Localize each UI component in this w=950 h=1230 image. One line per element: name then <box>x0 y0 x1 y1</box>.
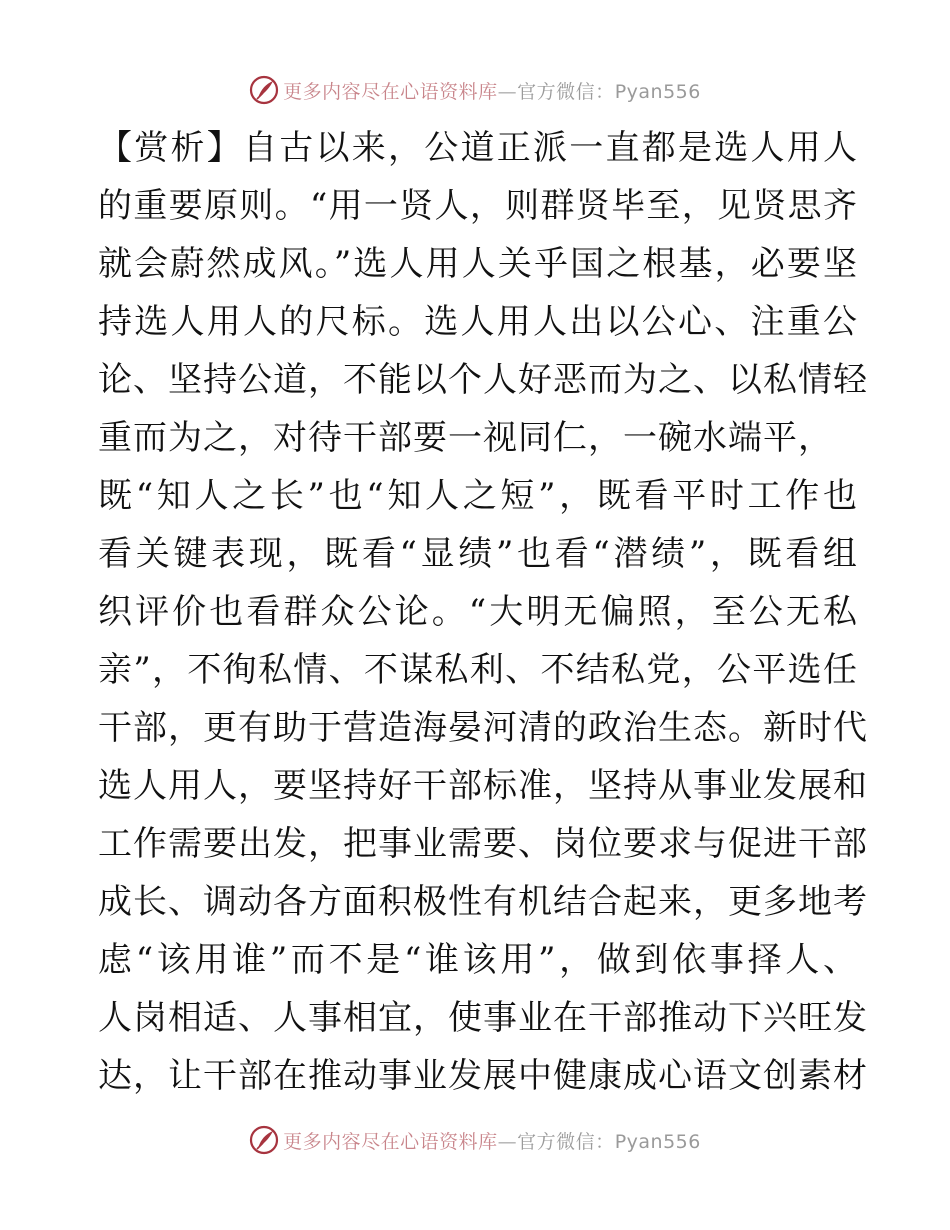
article-line: 亲”，不徇私情、不谋私利、不结私党，公平选任 <box>98 650 858 690</box>
header-banner <box>0 70 950 110</box>
feather-pen-logo-icon <box>249 1125 279 1155</box>
header-text <box>283 77 701 104</box>
article-line: 干部，更有助于营造海晏河清的政治生态。新时代 <box>98 708 868 748</box>
article-line: 人岗相适、人事相宜，使事业在干部推动下兴旺发 <box>98 998 868 1038</box>
article-line: 织评价也看群众公论。“大明无偏照，至公无私 <box>98 592 858 632</box>
footer-text <box>283 1127 701 1154</box>
article-line: 重而为之，对待干部要一视同仁，一碗水端平， <box>98 418 833 458</box>
article-line: 既“知人之长”也“知人之短”，既看平时工作也 <box>98 476 858 516</box>
footer-contact-id: Pyan556 <box>614 1130 701 1153</box>
header-contact-id: Pyan556 <box>614 80 701 103</box>
feather-pen-logo-icon <box>249 75 279 105</box>
footer-site-text: 更多内容尽在心语资料库 <box>283 1130 498 1153</box>
header-contact-label: 官方微信： <box>517 80 615 103</box>
article-line: 达，让干部在推动事业发展中健康成心语文创素材 <box>98 1056 868 1096</box>
article-line: 工作需要出发，把事业需要、岗位要求与促进干部 <box>98 824 868 864</box>
footer-banner <box>0 1120 950 1160</box>
header-dash: — <box>497 80 518 103</box>
article-line: 的重要原则。“用一贤人，则群贤毕至，见贤思齐 <box>98 186 858 226</box>
article-line: 持选人用人的尺标。选人用人出以公心、注重公 <box>98 302 858 342</box>
article-body <box>98 119 868 1105</box>
article-line: 选人用人，要坚持好干部标准，坚持从事业发展和 <box>98 766 868 806</box>
article-line: 就会蔚然成风。”选人用人关乎国之根基，必要坚 <box>98 244 858 284</box>
footer-dash: — <box>497 1130 518 1153</box>
article-line: 看关键表现，既看“显绩”也看“潜绩”，既看组 <box>98 534 858 574</box>
article-line: 论、坚持公道，不能以个人好恶而为之、以私情轻 <box>98 360 868 400</box>
article-line: 虑“该用谁”而不是“谁该用”，做到依事择人、 <box>98 940 858 980</box>
article-line: 成长、调动各方面积极性有机结合起来，更多地考 <box>98 882 868 922</box>
footer-contact-label: 官方微信： <box>517 1130 615 1153</box>
header-site-text: 更多内容尽在心语资料库 <box>283 80 498 103</box>
article-line: 【赏析】自古以来，公道正派一直都是选人用人 <box>98 128 858 168</box>
